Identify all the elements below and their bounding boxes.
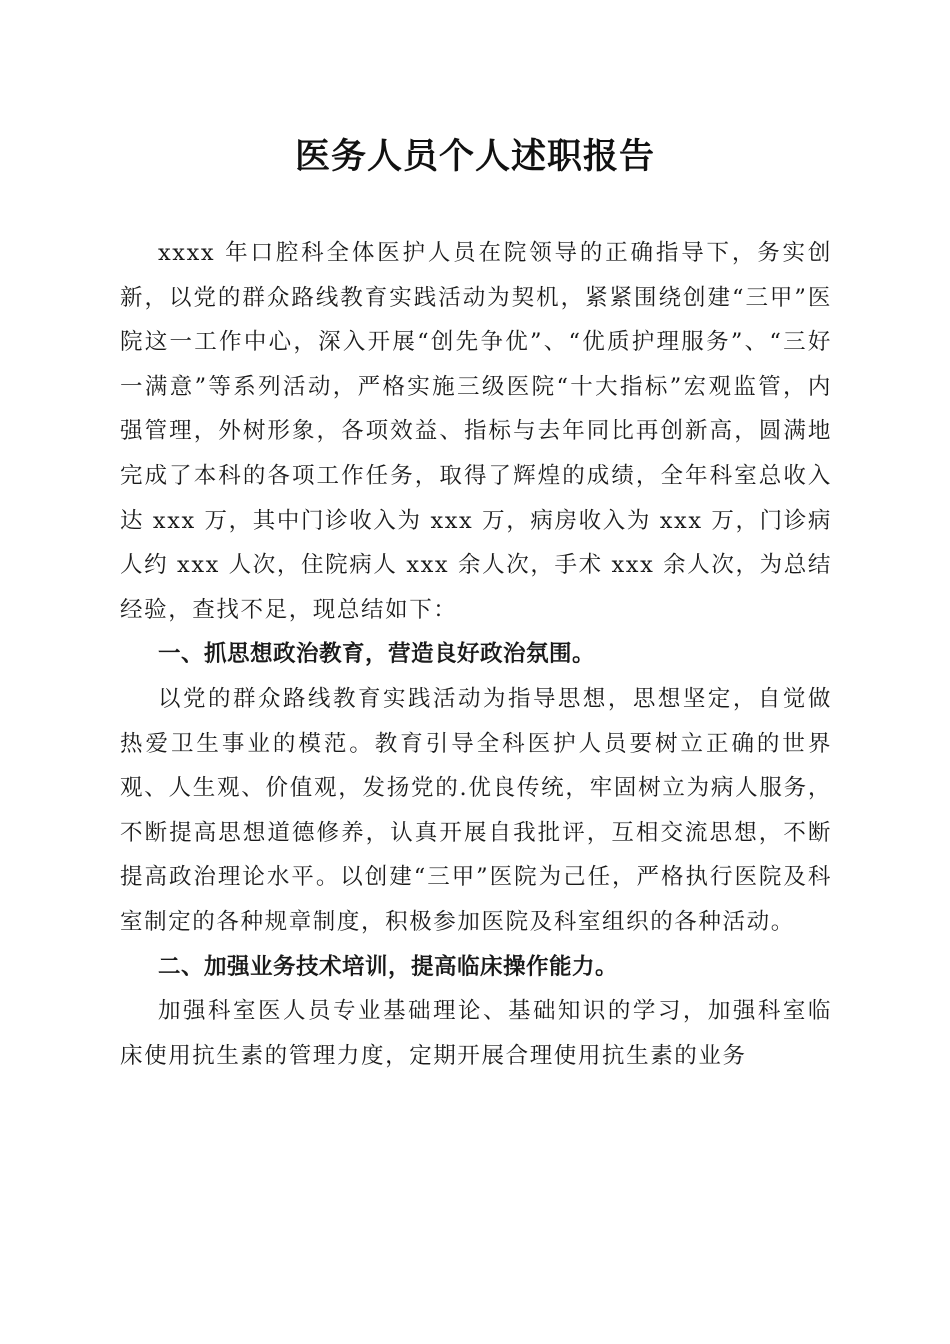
- intro-paragraph: xxxx 年口腔科全体医护人员在院领导的正确指导下，务实创新，以党的群众路线教育实践活动为契机，紧紧围绕创建“三甲”医院这一工作中心，深入开展“创先争优”、“优质护理服务”、“三好一满意”等系列活动，严格实施三级医院“十大指标”宏观监管，内强管理，外树形象，各项效益、指标与去年同比再创新高，圆满地完成了本科的各项工作任务，取得了辉煌的成绩，全年科室总收入达 xxx 万，其中门诊收入为 xxx 万，病房收入为 xxx 万，门诊病人约 xxx 人次，住院病人 xxx 余人次，手术 xxx 余人次，为总结经验，查找不足，现总结如下：: [120, 240, 832, 623]
- section-heading-2: 二、加强业务技术培训，提高临床操作能力。: [158, 953, 619, 980]
- section-heading-1: 一、抓思想政治教育，营造良好政治氛围。: [158, 641, 596, 668]
- document-title: 医务人员个人述职报告: [294, 136, 655, 177]
- section-1-paragraph: 以党的群众路线教育实践活动为指导思想，思想坚定，自觉做热爱卫生事业的模范。教育引导全科医护人员要树立正确的世界观、人生观、价值观，发扬党的.优良传统，牢固树立为病人服务，不断提高思想道德修养，认真开展自我批评，互相交流思想，不断提高政治理论水平。以创建“三甲”医院为己任，严格执行医院及科室制定的各种规章制度，积极参加医院及科室组织的各种活动。: [120, 685, 832, 935]
- section-2-paragraph: 加强科室医人员专业基础理论、基础知识的学习，加强科室临床使用抗生素的管理力度，定期开展合理使用抗生素的业务: [120, 998, 832, 1069]
- document-body: [120, 231, 832, 1078]
